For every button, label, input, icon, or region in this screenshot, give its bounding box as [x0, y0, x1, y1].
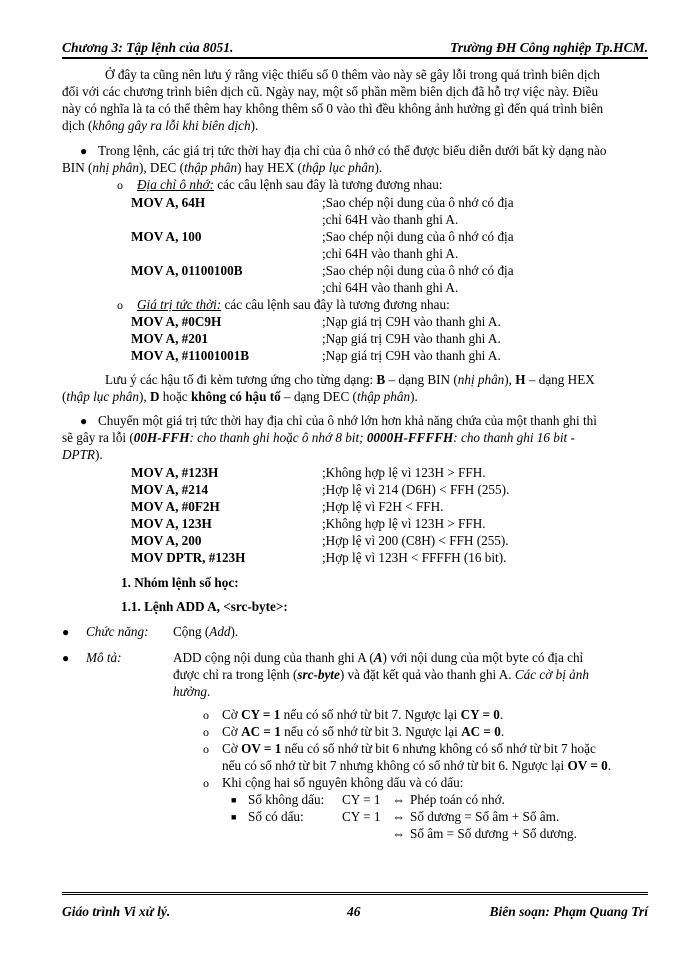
bullet-dot: ●	[62, 625, 70, 639]
description-line-2: được chỉ ra trong lệnh (src-byte) và đặt kết quả vào thanh ghi A. Các cờ bị ảnh	[173, 667, 589, 682]
description-line-3: hưởng.	[173, 684, 211, 699]
circle-bullet: o	[117, 178, 123, 192]
signed-result-2: Số âm = Số dương + Số dương.	[410, 826, 577, 841]
code-line: MOV A, 100	[131, 229, 202, 244]
footer-rule	[62, 892, 648, 897]
double-arrow-icon: ⇔	[392, 809, 406, 824]
header-school: Trường ĐH Công nghiệp Tp.HCM.	[450, 40, 648, 55]
code-line: MOV A, 123H	[131, 516, 212, 531]
code-line: MOV A, 200	[131, 533, 202, 548]
bullet1-line-2: BIN (nhị phân), DEC (thập phân) hay HEX (thập lục phân).	[62, 160, 383, 175]
code-comment: ;Sao chép nội dung của ô nhớ có địa	[322, 263, 514, 278]
addr-heading: Địa chỉ ô nhớ: các câu lệnh sau đây là tương đương nhau:	[137, 177, 443, 192]
code-comment: ;Hợp lệ vì 123H < FFFFH (16 bit).	[322, 550, 507, 565]
page-header	[62, 40, 648, 56]
code-comment: ;Hợp lệ vì F2H < FFH.	[322, 499, 444, 514]
code-comment: ;Nạp giá trị C9H vào thanh ghi A.	[322, 314, 501, 329]
code-comment: ;Nạp giá trị C9H vào thanh ghi A.	[322, 348, 501, 363]
code-line: MOV A, #0C9H	[131, 314, 222, 329]
code-line: MOV DPTR, #123H	[131, 550, 246, 565]
intro-line-3: này có nghĩa là ta có thể thêm hay không thêm số 0 vào thì đều không ảnh hưởng gì đến quá trình biên	[62, 101, 604, 116]
flag-ac: Cờ AC = 1 nếu có số nhớ từ bit 3. Ngược lại AC = 0.	[222, 724, 505, 739]
signed-condition: CY = 1	[342, 809, 381, 824]
subsection-heading: 1.1. Lệnh ADD A, <src-byte>:	[121, 599, 288, 614]
intro-line-2: đối với các chương trình biên dịch cũ. Ngày nay, một số phần mềm biên dịch đã hỗ trợ việc này. Điều	[62, 84, 599, 99]
circle-bullet: o	[117, 298, 123, 312]
footer-title: Giáo trình Vi xử lý.	[62, 904, 171, 919]
bullet-dot: ●	[62, 651, 70, 665]
description-label: Mô tả:	[86, 650, 122, 665]
function-label: Chức năng:	[86, 624, 149, 639]
flag-cy: Cờ CY = 1 nếu có số nhớ từ bit 7. Ngược lại CY = 0.	[222, 707, 504, 722]
circle-bullet: o	[203, 742, 209, 756]
double-arrow-icon: ⇔	[392, 792, 406, 807]
description-line-1: ADD cộng nội dung của thanh ghi A (A) với nội dung của một byte có địa chỉ	[173, 650, 584, 665]
code-line: MOV A, #201	[131, 331, 209, 346]
sum-heading: Khi cộng hai số nguyên không dấu và có dấu:	[222, 775, 464, 790]
unsigned-label: Số không dấu:	[248, 792, 325, 807]
code-comment: ;Nạp giá trị C9H vào thanh ghi A.	[322, 331, 501, 346]
bullet2-line-1: Chuyển một giá trị tức thời hay địa chỉ của ô nhớ lớn hơn khả năng chứa của một thanh ghi thì	[98, 413, 597, 428]
unsigned-result: Phép toán có nhớ.	[410, 792, 505, 807]
code-comment: ;Không hợp lệ vì 123H > FFH.	[322, 465, 486, 480]
intro-line-1: Ở đây ta cũng nên lưu ý rằng việc thiếu số 0 thêm vào này sẽ gây lỗi trong quá trình biên dịch	[105, 67, 600, 82]
bullet-dot: ●	[80, 144, 88, 158]
double-arrow-icon: ⇔	[392, 826, 406, 841]
circle-bullet: o	[203, 708, 209, 722]
code-line: MOV A, #123H	[131, 465, 219, 480]
code-comment: ;Sao chép nội dung của ô nhớ có địa	[322, 195, 514, 210]
function-value: Cộng (Add).	[173, 624, 239, 639]
suffix-note-line-2: (thập lục phân), D hoặc không có hậu tố – dạng DEC (thập phân).	[62, 389, 418, 404]
circle-bullet: o	[203, 776, 209, 790]
signed-label: Số có dấu:	[248, 809, 304, 824]
header-chapter: Chương 3: Tập lệnh của 8051.	[62, 40, 234, 55]
code-line: MOV A, 01100100B	[131, 263, 243, 278]
code-comment: ;Hợp lệ vì 214 (D6H) < FFH (255).	[322, 482, 510, 497]
unsigned-condition: CY = 1	[342, 792, 381, 807]
intro-line-4: dịch (không gây ra lỗi khi biên dịch).	[62, 118, 259, 133]
bullet2-line-3: DPTR).	[62, 447, 103, 462]
code-comment: ;chỉ 64H vào thanh ghi A.	[322, 212, 459, 227]
square-bullet: ■	[231, 795, 237, 805]
code-comment: ;Không hợp lệ vì 123H > FFH.	[322, 516, 486, 531]
flag-ov-line-2: nếu có số nhớ từ bit 7 nhưng không có số nhớ từ bit 6. Ngược lại OV = 0.	[222, 758, 612, 773]
code-comment: ;chỉ 64H vào thanh ghi A.	[322, 280, 459, 295]
imm-heading: Giá trị tức thời: các câu lệnh sau đây là tương đương nhau:	[137, 297, 450, 312]
code-comment: ;chỉ 64H vào thanh ghi A.	[322, 246, 459, 261]
page-number: 46	[347, 904, 361, 919]
bullet1-line-1: Trong lệnh, các giá trị tức thời hay địa chỉ của ô nhớ có thể được biểu diễn dưới bất kỳ dạng nào	[98, 143, 607, 158]
bullet-dot: ●	[80, 414, 88, 428]
code-line: MOV A, #0F2H	[131, 499, 220, 514]
suffix-note-line-1: Lưu ý các hậu tố đi kèm tương ứng cho từng dạng: B – dạng BIN (nhị phân), H – dạng HEX	[105, 372, 595, 387]
section-heading: 1. Nhóm lệnh số học:	[121, 575, 239, 590]
square-bullet: ■	[231, 812, 237, 822]
bullet2-line-2: sẽ gây ra lỗi (00H-FFH: cho thanh ghi hoặc ô nhớ 8 bit; 0000H-FFFFH: cho thanh ghi 16 bit -	[62, 430, 575, 445]
flag-ov-line-1: Cờ OV = 1 nếu có số nhớ từ bit 6 nhưng không có số nhớ từ bit 7 hoặc	[222, 741, 596, 756]
circle-bullet: o	[203, 725, 209, 739]
code-line: MOV A, #214	[131, 482, 209, 497]
code-comment: ;Hợp lệ vì 200 (C8H) < FFH (255).	[322, 533, 509, 548]
signed-result-1: Số dương = Số âm + Số âm.	[410, 809, 560, 824]
code-line: MOV A, #11001001B	[131, 348, 250, 363]
code-line: MOV A, 64H	[131, 195, 206, 210]
footer-author: Biên soạn: Phạm Quang Trí	[489, 904, 648, 919]
header-rule	[62, 57, 648, 59]
code-comment: ;Sao chép nội dung của ô nhớ có địa	[322, 229, 514, 244]
